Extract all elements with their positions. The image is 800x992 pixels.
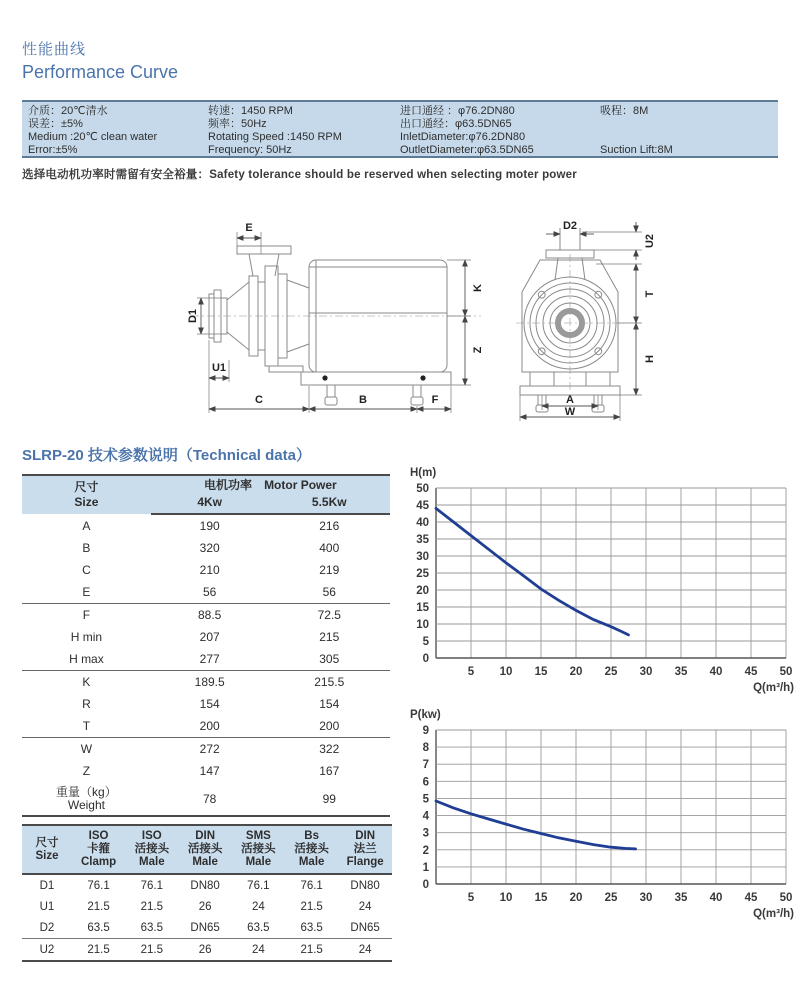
table-row: D2 63.5 63.5 DN65 63.5 63.5 DN65 <box>39 921 380 934</box>
spec-column-diameter <box>400 105 600 156</box>
conn-header-iso-male: ISO 活接头 Male <box>125 825 178 874</box>
dim-label-b: B <box>359 394 367 406</box>
conn-header-din-flange: DIN 法兰 Flange <box>338 825 392 874</box>
conn-header-iso-clamp: ISO 卡箍 Clamp <box>72 825 125 874</box>
grid <box>436 488 786 658</box>
spec-line: 吸程：8M <box>600 105 649 117</box>
spec-line: 频率：50Hz <box>208 118 267 130</box>
motor-power-en: Motor Power <box>264 478 337 492</box>
table-row: Z 147 167 <box>82 764 340 778</box>
svg-text:8: 8 <box>422 742 429 755</box>
connection-table <box>22 824 392 962</box>
svg-text:6: 6 <box>422 776 429 789</box>
svg-text:35: 35 <box>674 892 688 904</box>
spec-line: Rotating Speed :1450 RPM <box>208 131 342 143</box>
svg-text:25: 25 <box>604 892 618 904</box>
spec-line: Medium :20℃ clean water <box>28 131 158 143</box>
svg-text:15: 15 <box>534 666 548 678</box>
table-row: K 189.5 215.5 <box>22 671 390 694</box>
svg-text:5: 5 <box>467 892 475 904</box>
svg-text:9: 9 <box>422 725 429 737</box>
weight-label-zh: 重量（kg） <box>56 784 117 799</box>
svg-text:25: 25 <box>416 568 429 580</box>
svg-text:25: 25 <box>604 666 618 678</box>
table-row: U2 21.5 21.5 26 24 21.5 24 <box>22 939 392 962</box>
weight-label-en: Weight <box>67 797 105 812</box>
spec-line <box>600 131 770 144</box>
svg-text:0: 0 <box>422 879 429 891</box>
svg-text:35: 35 <box>416 534 429 546</box>
spec-line: Suction Lift:8M <box>600 144 673 156</box>
svg-text:40: 40 <box>709 892 723 904</box>
table-row-weight: 重量（kg） Weight 78 99 <box>22 782 390 816</box>
svg-text:5: 5 <box>422 793 429 806</box>
svg-text:5: 5 <box>422 636 429 648</box>
power-flow-curve-chart <box>400 702 796 938</box>
page-title-en: Performance Curve <box>22 62 179 82</box>
table-row: U1 21.5 21.5 26 24 21.5 24 <box>39 900 372 913</box>
performance-curve <box>436 801 636 849</box>
spec-line: 转速：1450 RPM <box>208 105 293 117</box>
svg-text:2: 2 <box>422 844 429 857</box>
dim-label-d1: D1 <box>187 308 199 324</box>
svg-text:20: 20 <box>416 585 429 597</box>
head-flow-chart <box>400 460 796 696</box>
svg-text:15: 15 <box>416 602 429 614</box>
y-axis-label: P(kw) <box>410 709 441 721</box>
svg-text:50: 50 <box>779 666 793 678</box>
conn-header-size: 尺寸 Size <box>22 825 72 874</box>
table-row: W 272 322 <box>22 738 390 761</box>
spec-line: 进口通经 ：φ76.2DN80 <box>400 105 515 117</box>
svg-text:5: 5 <box>467 666 475 678</box>
dim-label-e: E <box>245 222 253 234</box>
performance-curve <box>436 508 629 635</box>
x-axis-label: Q(m³/h) <box>753 908 794 920</box>
svg-text:0: 0 <box>422 653 429 665</box>
dim-label-w: W <box>564 406 576 418</box>
dim-label-d2: D2 <box>562 220 578 232</box>
conn-header-sms-male: SMS 活接头 Male <box>232 825 285 874</box>
section-title: SLRP-20 技术参数说明（Technical data） <box>22 447 311 464</box>
spec-line: Frequency: 50Hz <box>208 144 292 156</box>
table-row: A 190 216 <box>82 518 340 533</box>
svg-text:40: 40 <box>416 517 429 529</box>
page-header <box>22 38 178 83</box>
svg-text:20: 20 <box>569 892 583 904</box>
spec-column-medium <box>28 105 208 156</box>
power-flow-chart <box>400 702 796 938</box>
spec-line: Error:±5% <box>28 144 78 156</box>
svg-text:30: 30 <box>639 892 653 904</box>
dim-label-f: F <box>431 394 439 406</box>
table-row: D1 76.1 76.1 DN80 76.1 76.1 DN80 <box>39 879 380 892</box>
conn-header-bs-male: Bs 活接头 Male <box>285 825 338 874</box>
side-view-svg <box>185 220 485 425</box>
x-axis-label: Q(m³/h) <box>753 682 794 694</box>
size-header <box>22 475 151 514</box>
dim-label-h: H <box>644 355 656 363</box>
head-flow-curve-chart <box>400 460 796 696</box>
svg-text:4: 4 <box>422 810 429 823</box>
spec-line: OutletDiameter:φ63.5DN65 <box>400 144 534 156</box>
table-row: H max 277 305 <box>69 652 340 666</box>
svg-text:30: 30 <box>416 551 429 563</box>
technical-data-table <box>22 474 390 817</box>
table-row: H min 207 215 <box>70 630 340 644</box>
svg-text:45: 45 <box>416 500 429 512</box>
svg-text:40: 40 <box>709 666 723 678</box>
svg-text:7: 7 <box>422 759 429 772</box>
dim-label-u1: U1 <box>211 362 227 374</box>
y-axis-label: H(m) <box>410 467 437 479</box>
spec-column-suction <box>600 105 770 156</box>
motor-power-header <box>151 475 390 495</box>
size-header-en: Size <box>74 495 99 509</box>
svg-text:45: 45 <box>744 892 758 904</box>
motor-power-zh: 电机功率 <box>204 478 253 492</box>
svg-text:10: 10 <box>416 619 429 631</box>
power-col-55kw: 5.5Kw <box>269 495 390 514</box>
table-row: T 200 200 <box>82 719 340 733</box>
conn-header-din-male: DIN 活接头 Male <box>178 825 231 874</box>
spec-line: 误差：±5% <box>28 118 83 130</box>
spec-line: 出口通经：φ63.5DN65 <box>400 118 512 130</box>
size-header-zh: 尺寸 <box>74 480 99 494</box>
svg-text:35: 35 <box>674 666 688 678</box>
svg-text:50: 50 <box>416 483 429 495</box>
grid <box>436 730 786 884</box>
spec-info-box <box>22 100 778 158</box>
pump-side-view-drawing <box>185 220 485 425</box>
spec-line <box>600 118 770 131</box>
spec-line: InletDiameter:φ76.2DN80 <box>400 131 526 143</box>
spec-line: 介质：20℃清水 <box>28 105 108 117</box>
svg-text:50: 50 <box>779 892 793 904</box>
table-row: E 56 56 <box>82 585 336 599</box>
table-row: R 154 154 <box>82 697 340 711</box>
dim-label-u2: U2 <box>644 233 656 249</box>
axis-ticks <box>416 483 792 678</box>
table-row: B 320 400 <box>82 541 340 555</box>
page-title-zh: 性能曲线 <box>22 41 87 58</box>
dim-label-t: T <box>644 290 656 298</box>
spec-column-speed <box>208 105 400 156</box>
dim-label-c: C <box>255 394 263 406</box>
table-row: C 210 219 <box>82 563 340 577</box>
dim-label-a: A <box>566 394 574 406</box>
svg-text:3: 3 <box>422 827 429 840</box>
dim-label-k: K <box>472 284 484 292</box>
table-row: F 88.5 72.5 <box>22 604 390 627</box>
svg-text:15: 15 <box>534 892 548 904</box>
pump-front-view-drawing <box>500 220 662 425</box>
dim-label-z: Z <box>472 346 484 354</box>
safety-note: 选择电动机功率时需留有安全裕量：Safety tolerance should be reserved when selecting moter power <box>22 169 577 181</box>
svg-text:10: 10 <box>499 666 513 678</box>
power-col-4kw: 4Kw <box>151 495 269 514</box>
svg-text:45: 45 <box>744 666 758 678</box>
svg-text:10: 10 <box>499 892 513 904</box>
svg-text:1: 1 <box>422 861 429 874</box>
svg-text:30: 30 <box>639 666 653 678</box>
front-view-svg <box>500 220 662 425</box>
svg-text:20: 20 <box>569 666 583 678</box>
